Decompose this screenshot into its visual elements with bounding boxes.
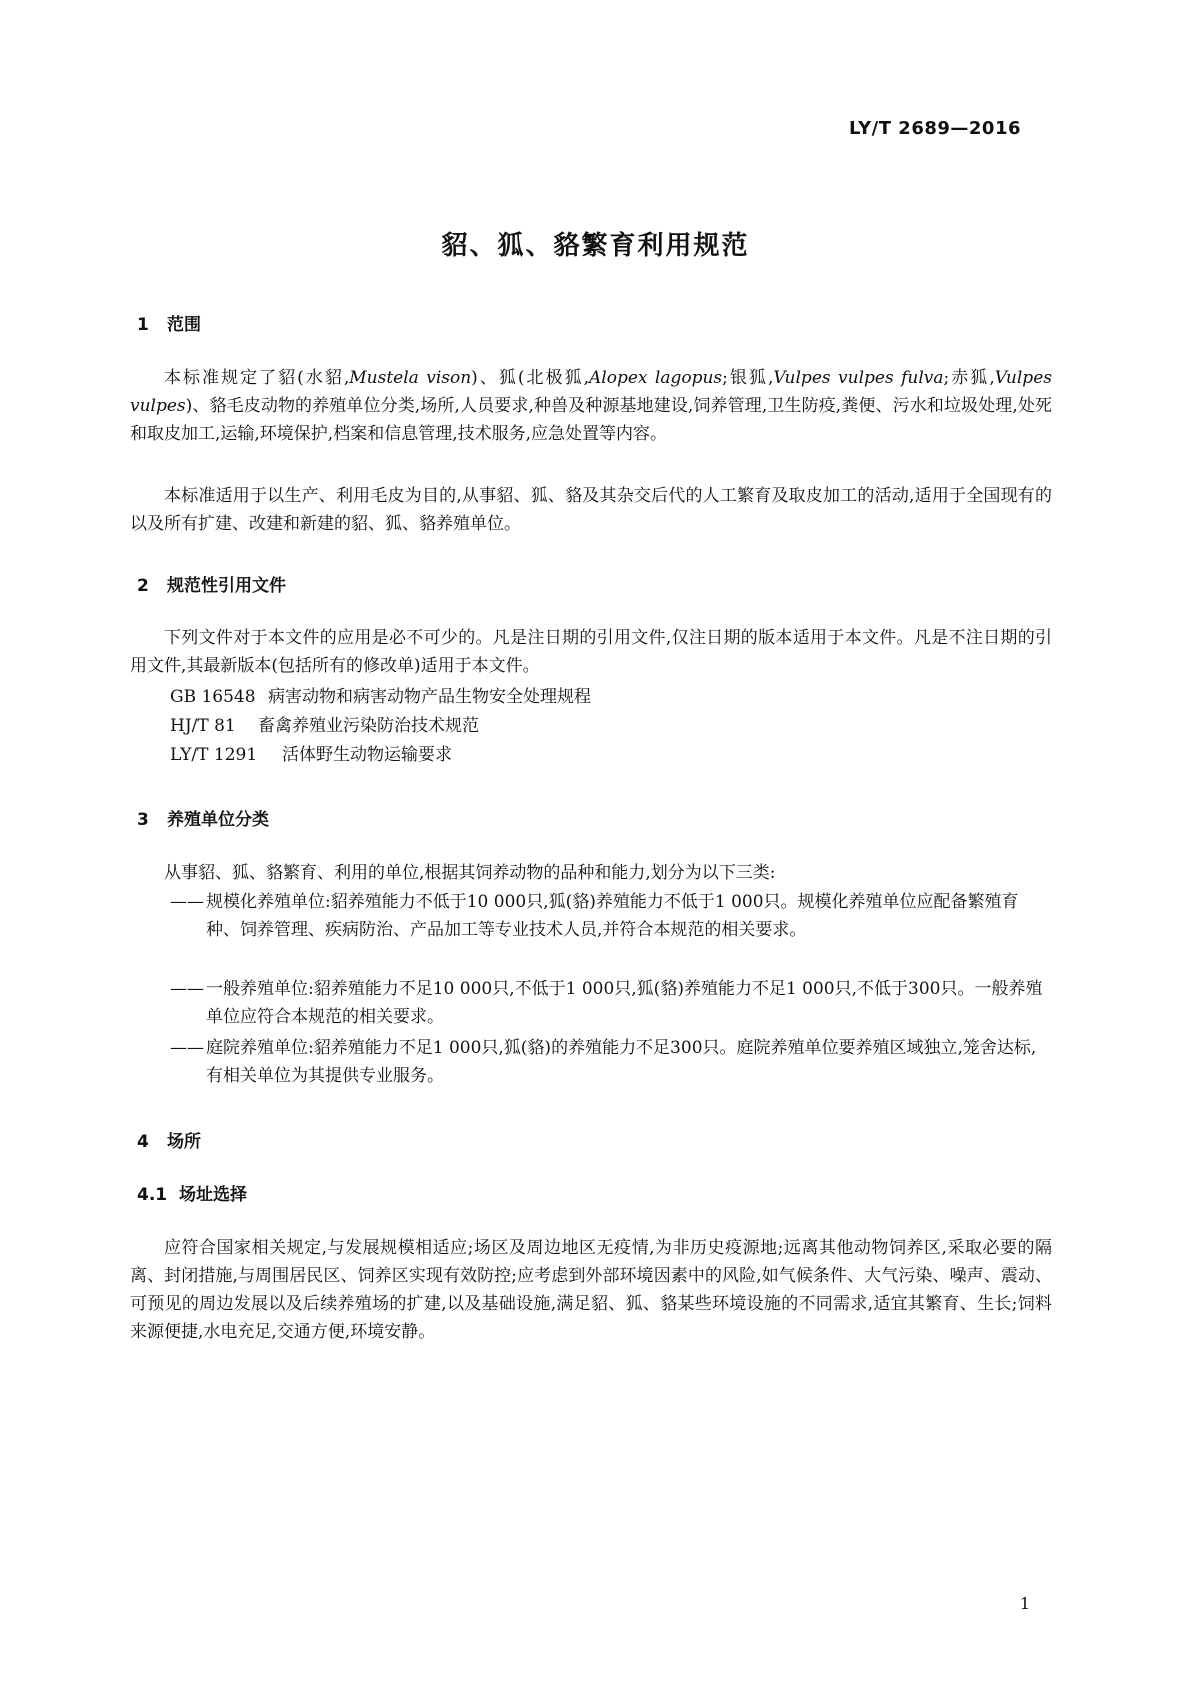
text-run: ;赤狐, [943, 368, 995, 388]
section-1-paragraph-1 [130, 364, 1052, 448]
section-2-heading [137, 571, 286, 596]
subsection-number: 4.1 [137, 1185, 168, 1205]
reference-item [170, 741, 452, 769]
dash-mark: —— [170, 1038, 204, 1058]
reference-code: GB 16548 [170, 687, 256, 707]
section-number: 2 [137, 576, 149, 596]
latin-name-silver-fox: Vulpes vulpes fulva [773, 368, 944, 388]
reference-code: LY/T 1291 [170, 745, 258, 765]
standard-number: LY/T 2689—2016 [848, 118, 1021, 139]
latin-name-arctic-fox: Alopex lagopus [589, 368, 723, 388]
section-2-paragraph-1: 下列文件对于本文件的应用是必不可少的。凡是注日期的引用文件,仅注日期的版本适用于本文件。凡是不注日期的引用文件,其最新版本(包括所有的修改单)适用于本文件。 [130, 628, 1052, 676]
classification-item [170, 1034, 1052, 1090]
section-title: 养殖单位分类 [167, 810, 269, 830]
classification-text: 规模化养殖单位:貂养殖能力不低于10 000只,狐(貉)养殖能力不低于1 000只。规模化养殖单位应配备繁殖育种、饲养管理、疾病防治、产品加工等专业技术人员,并符合本规范的相关要求。 [206, 892, 1019, 940]
reference-title: 病害动物和病害动物产品生物安全处理规程 [268, 687, 591, 707]
latin-name-red-fox: Vulpes vulpes [130, 368, 1052, 416]
subsection-4-1-paragraph: 应符合国家相关规定,与发展规模相适应;场区及周边地区无疫情,为非历史疫源地;远离其他动物饲养区,采取必要的隔离、封闭措施,与周围居民区、饲养区实现有效防控;应考虑到外部环境因素中的风险,如气候条件、大气污染、噪声、震动、可预见的周边发展以及后续养殖场的扩建,以及基础设施,满足貂、狐、貉某些环境设施的不同需求,适宜其繁育、生长;饲料来源便捷,水电充足,交通方便,环境安静。 [130, 1238, 1052, 1342]
document-title: 貂、狐、貉繁育利用规范 [441, 231, 750, 261]
page-number: 1 [1019, 1594, 1030, 1613]
dash-mark: —— [170, 979, 204, 999]
reference-title: 活体野生动物运输要求 [282, 745, 452, 765]
section-1-heading [137, 310, 201, 335]
section-title: 范围 [167, 315, 201, 335]
section-number: 1 [137, 315, 149, 335]
reference-item [170, 712, 479, 740]
reference-title: 畜禽养殖业污染防治技术规范 [258, 716, 479, 736]
text-run: )、貉毛皮动物的养殖单位分类,场所,人员要求,种兽及种源基地建设,饲养管理,卫生防疫,粪便、污水和垃圾处理,处死和取皮加工,运输,环境保护,档案和信息管理,技术服务,应急处置等内容。 [130, 396, 1052, 444]
classification-item [170, 975, 1052, 1031]
latin-name-mink: Mustela vison [349, 368, 472, 388]
classification-text: 一般养殖单位:貂养殖能力不足10 000只,不低于1 000只,狐(貉)养殖能力不足1 000只,不低于300只。一般养殖单位应符合本规范的相关要求。 [206, 979, 1043, 1027]
reference-code: HJ/T 81 [170, 716, 236, 736]
subsection-4-1-heading [137, 1180, 247, 1205]
section-4-heading [137, 1127, 201, 1152]
section-3-intro: 从事貂、狐、貉繁育、利用的单位,根据其饲养动物的品种和能力,划分为以下三类: [164, 863, 776, 883]
text-run: ;银狐, [722, 368, 774, 388]
classification-text: 庭院养殖单位:貂养殖能力不足1 000只,狐(貉)的养殖能力不足300只。庭院养殖单位要养殖区域独立,笼舍达标,有相关单位为其提供专业服务。 [206, 1038, 1037, 1086]
text-run: 本标准规定了貂(水貂, [164, 368, 350, 388]
dash-mark: —— [170, 892, 204, 912]
section-number: 4 [137, 1132, 149, 1152]
reference-item [170, 683, 591, 711]
text-run: )、狐(北极狐, [471, 368, 589, 388]
section-title: 规范性引用文件 [167, 576, 286, 596]
subsection-title: 场址选择 [179, 1185, 247, 1205]
section-1-paragraph-2: 本标准适用于以生产、利用毛皮为目的,从事貂、狐、貉及其杂交后代的人工繁育及取皮加工的活动,适用于全国现有的以及所有扩建、改建和新建的貂、狐、貉养殖单位。 [130, 486, 1052, 534]
section-3-heading [137, 805, 269, 830]
section-number: 3 [137, 810, 149, 830]
classification-item [170, 888, 1052, 944]
section-title: 场所 [167, 1132, 201, 1152]
